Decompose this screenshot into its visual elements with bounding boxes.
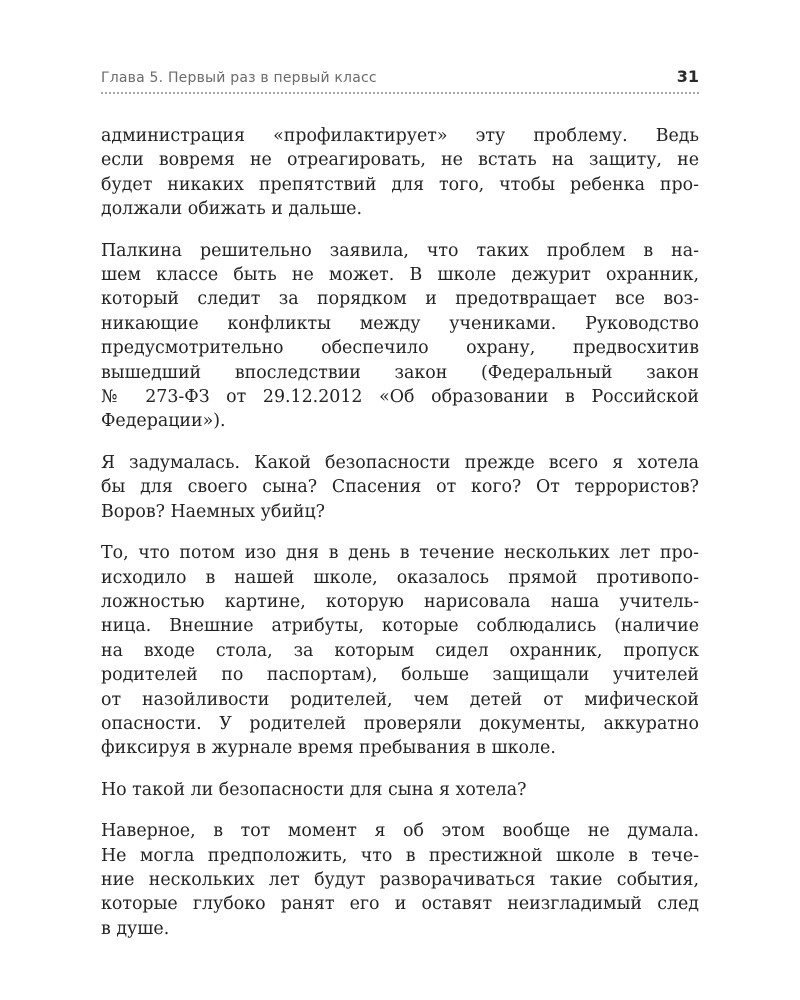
text-line: администрация «профилактирует» эту проблему. Ведь	[101, 126, 699, 146]
text-line: должали обижать и дальше.	[101, 199, 362, 220]
paragraph	[101, 239, 699, 434]
text-line: если вовремя не отреагировать, не встать на защиту, не	[101, 150, 699, 171]
text-line: никающие конфликты между учениками. Руководство	[101, 313, 699, 334]
text-line: бы для своего сына? Спасения от кого? От террористов?	[101, 477, 699, 498]
text-line: исходило в нашей школе, оказалось прямой противопо-	[101, 567, 699, 588]
text-line: родителей по паспортам), больше защищали учителей	[101, 665, 699, 686]
text-line: ние нескольких лет будут разворачиваться такие события,	[101, 869, 699, 890]
text-line: Но такой ли безопасности для сына я хотела?	[101, 779, 527, 800]
text-line: ница. Внешние атрибуты, которые соблюдались (наличие	[101, 616, 699, 637]
paragraph	[101, 819, 699, 941]
text-line: на входе стола, за которым сидел охранник, пропуск	[101, 640, 699, 661]
text-line: Воров? Наемных убийц?	[101, 501, 326, 522]
page-number: 31	[676, 67, 699, 86]
chapter-title: Глава 5. Первый раз в первый класс	[101, 70, 377, 86]
text-line: Палкина решительно заявила, что таких проблем в на-	[101, 240, 699, 261]
text-line: будет никаких препятствий для того, чтобы ребенка про-	[101, 174, 699, 195]
text-line: фиксируя в журнале время пребывания в школе.	[101, 738, 556, 759]
paragraph	[101, 451, 699, 524]
paragraph	[101, 124, 699, 222]
text-line: Федерации»).	[101, 411, 226, 432]
running-header	[101, 66, 699, 86]
text-line: Я задумалась. Какой безопасности прежде всего я хотела	[101, 452, 699, 473]
body-text	[101, 124, 699, 941]
book-page	[101, 66, 699, 958]
text-line: от назойливости родителей, чем детей от мифической	[101, 689, 699, 710]
text-line: в душе.	[101, 918, 170, 939]
text-line: № 273-ФЗ от 29.12.2012 «Об образовании в Российской	[101, 387, 699, 408]
text-line: предусмотрительно обеспечило охрану, предвосхитив	[101, 338, 699, 359]
text-line: который следит за порядком и предотвращает все воз-	[101, 289, 699, 310]
text-line: ложностью картине, которую нарисовала наша учитель-	[101, 591, 699, 612]
text-line: которые глубоко ранят его и оставят неизгладимый след	[101, 894, 699, 915]
text-line: То, что потом изо дня в день в течение нескольких лет про-	[101, 543, 699, 564]
paragraph	[101, 778, 699, 802]
text-line: вышедший впоследствии закон (Федеральный закон	[101, 362, 699, 383]
header-dotted-rule	[101, 92, 699, 94]
text-line: опасности. У родителей проверяли документы, аккуратно	[101, 713, 699, 734]
text-line: Наверное, в тот момент я об этом вообще не думала.	[101, 821, 699, 842]
text-line: шем классе быть не может. В школе дежурит охранник,	[101, 265, 699, 286]
paragraph	[101, 541, 699, 761]
text-line: Не могла предположить, что в престижной школе в тече-	[101, 845, 699, 866]
